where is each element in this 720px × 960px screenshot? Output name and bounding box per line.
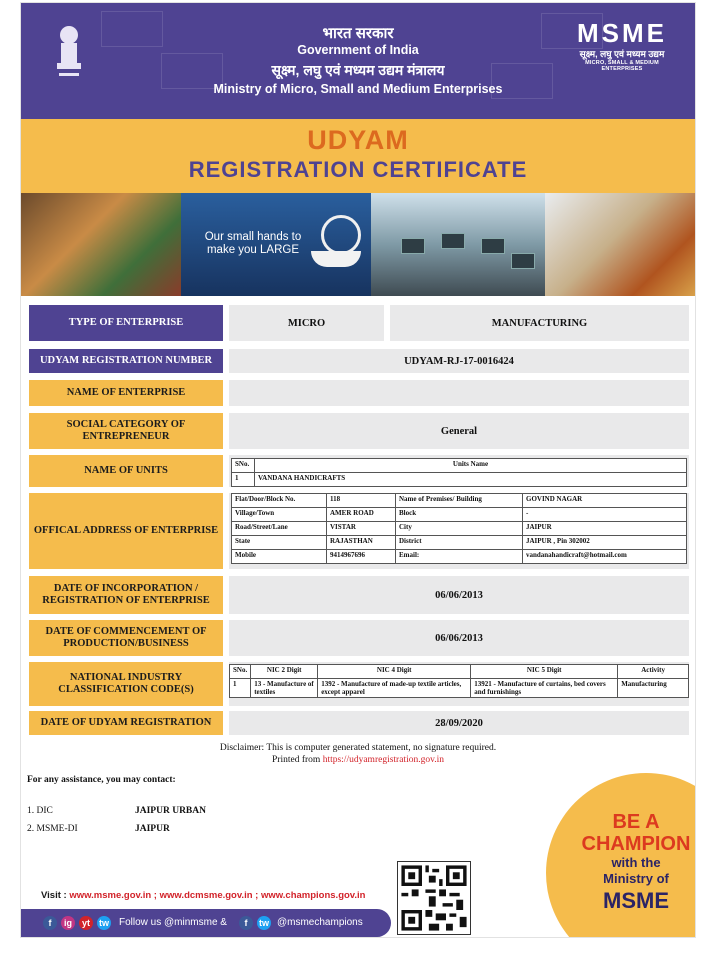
champion-be-a: BE A: [612, 811, 660, 833]
enterprise-activity-value: MANUFACTURING: [390, 305, 689, 341]
contact-heading: For any assistance, you may contact:: [27, 775, 176, 785]
enterprise-size-value: MICRO: [229, 305, 384, 341]
nic-cell-2digit: 13 - Manufacture of textiles: [251, 679, 318, 698]
champion-ministry-of: Ministry of: [603, 871, 669, 886]
commencement-date-label: DATE OF COMMENCEMENT OF PRODUCTION/BUSINESS: [29, 620, 223, 656]
address-value-email: vandanahandicraft@hotmail.com: [523, 550, 687, 564]
msme-logo-text: MSME: [577, 18, 667, 48]
instagram-icon[interactable]: ig: [61, 916, 75, 930]
units-header-name: Units Name: [255, 459, 687, 473]
social-category-value: General: [229, 413, 689, 449]
nic-header-activity: Activity: [618, 665, 689, 679]
udyam-portal-link[interactable]: https://udyamregistration.gov.in: [322, 755, 444, 765]
disclaimer-text: Disclaimer: This is computer generated statement, no signature required.: [219, 743, 497, 753]
title-udyam: UDYAM: [307, 125, 409, 155]
nic-header-4digit: NIC 4 Digit: [318, 665, 471, 679]
address-label-block: Block: [396, 508, 523, 522]
social-footer-bar: [21, 909, 391, 937]
address-value-state: RAJASTHAN: [327, 536, 396, 550]
title-registration-certificate: REGISTRATION CERTIFICATE: [188, 157, 528, 182]
nic-header-2digit: NIC 2 Digit: [251, 665, 318, 679]
official-address-label: OFFICAL ADDRESS OF ENTERPRISE: [29, 493, 223, 569]
address-label-district: District: [396, 536, 523, 550]
address-label-city: City: [396, 522, 523, 536]
contact-value-dic: JAIPUR URBAN: [135, 806, 206, 816]
units-cell-name: VANDANA HANDICRAFTS: [255, 473, 687, 487]
nic-cell-5digit: 13921 - Manufacture of curtains, bed covers and furnishings: [471, 679, 618, 698]
follow-us-text: Follow us @minmsme &: [119, 917, 227, 928]
qr-code-icon: [397, 861, 471, 935]
champion-with-the: with the: [611, 855, 661, 870]
monitor-shape: [481, 238, 505, 254]
office-photo: [371, 193, 545, 296]
visit-links: [41, 890, 365, 901]
website-links[interactable]: www.msme.gov.in ; www.dcmsme.gov.in ; www.champions.gov.in: [69, 890, 366, 901]
nic-table: [229, 664, 689, 698]
address-box: [229, 493, 689, 569]
chakra-icon: [321, 215, 361, 255]
msme-logo-sub: MICRO, SMALL & MEDIUM ENTERPRISES: [585, 60, 659, 72]
type-of-enterprise-label: TYPE OF ENTERPRISE: [29, 305, 223, 341]
monitor-shape: [511, 253, 535, 269]
artisan-photo: [21, 193, 181, 296]
address-label-state: State: [232, 536, 327, 550]
units-table: [231, 458, 687, 487]
table-row: [232, 550, 687, 564]
commencement-date-value: 06/06/2013: [229, 620, 689, 656]
table-row: [232, 494, 687, 508]
nic-header-sno: SNo.: [230, 665, 251, 679]
address-value-mobile: 9414967696: [327, 550, 396, 564]
farmer-photo: [545, 193, 695, 296]
title-band: [21, 119, 695, 193]
registration-number-value: UDYAM-RJ-17-0016424: [229, 349, 689, 373]
table-row: [232, 508, 687, 522]
address-label-village: Village/Town: [232, 508, 327, 522]
hindi-government: भारत सरकार: [322, 25, 394, 42]
printed-from: [21, 755, 695, 765]
msme-logo-hindi: सूक्ष्म, लघु एवं मध्यम उद्यम: [579, 49, 665, 59]
contact-label-dic: 1. DIC: [27, 806, 53, 816]
address-value-flat: 118: [327, 494, 396, 508]
udyam-date-value: 28/09/2020: [229, 711, 689, 735]
certificate-page: [20, 2, 696, 938]
social-category-label: SOCIAL CATEGORY OF ENTREPRENEUR: [29, 413, 223, 449]
hindi-ministry: सूक्ष्म, लघु एवं मध्यम उद्यम मंत्रालय: [271, 62, 445, 78]
address-value-road: VISTAR: [327, 522, 396, 536]
ministry-name: Ministry of Micro, Small and Medium Enterprises: [213, 82, 503, 96]
champion-msme: MSME: [603, 888, 669, 913]
champion-line-1: [561, 811, 696, 855]
address-value-premises: GOVIND NAGAR: [523, 494, 687, 508]
registration-number-label: UDYAM REGISTRATION NUMBER: [29, 349, 223, 373]
name-of-enterprise-value: [229, 380, 689, 406]
champion-line-2: [561, 855, 696, 887]
name-of-units-label: NAME OF UNITS: [29, 455, 223, 487]
twitter-icon[interactable]: tw: [259, 918, 269, 928]
contact-item: [27, 806, 327, 816]
nic-cell-4digit: 1392 - Manufacture of made-up textile articles, except apparel: [318, 679, 471, 698]
banner-image: [21, 193, 695, 296]
address-label-mobile: Mobile: [232, 550, 327, 564]
youtube-icon[interactable]: yt: [79, 916, 93, 930]
nic-box: [229, 662, 689, 706]
banner-tagline: Our small hands to make you LARGE: [204, 231, 302, 256]
incorporation-date-value: 06/06/2013: [229, 576, 689, 614]
address-value-district: JAIPUR , Pin 302002: [523, 536, 687, 550]
msme-logo: [567, 19, 677, 72]
units-box: [229, 455, 689, 487]
table-row: [230, 665, 689, 679]
twitter-icon[interactable]: tw: [99, 918, 109, 928]
government-of-india: Government of India: [297, 43, 419, 57]
udyam-date-label: DATE OF UDYAM REGISTRATION: [29, 711, 223, 735]
name-of-enterprise-label: NAME OF ENTERPRISE: [29, 380, 223, 406]
address-label-road: Road/Street/Lane: [232, 522, 327, 536]
address-value-village: AMER ROAD: [327, 508, 396, 522]
facebook-icon[interactable]: f: [239, 916, 253, 930]
contact-item: [27, 824, 327, 834]
nic-cell-sno: 1: [230, 679, 251, 698]
nic-code-label: NATIONAL INDUSTRY CLASSIFICATION CODE(S): [29, 662, 223, 706]
table-row: [232, 459, 687, 473]
facebook-icon[interactable]: f: [43, 916, 57, 930]
address-table: [231, 493, 687, 564]
contact-value-msme-di: JAIPUR: [135, 824, 170, 834]
visit-label: Visit :: [41, 890, 67, 901]
table-row: [230, 679, 689, 698]
contact-label-msme-di: 2. MSME-DI: [27, 824, 78, 834]
units-header-sno: SNo.: [232, 459, 255, 473]
be-a-champion-badge: [546, 773, 696, 938]
nic-cell-activity: Manufacturing: [618, 679, 689, 698]
monitor-shape: [441, 233, 465, 249]
address-label-email: Email:: [396, 550, 523, 564]
champion-word: CHAMPION: [581, 833, 691, 855]
address-value-city: JAIPUR: [523, 522, 687, 536]
units-cell-sno: 1: [232, 473, 255, 487]
table-row: [232, 536, 687, 550]
incorporation-date-label: DATE OF INCORPORATION / REGISTRATION OF ENTERPRISE: [29, 576, 223, 614]
champions-handle[interactable]: @msmechampions: [277, 917, 363, 928]
address-value-block: -: [523, 508, 687, 522]
address-label-premises: Name of Premises/ Building: [396, 494, 523, 508]
printed-from-label: Printed from: [272, 755, 321, 765]
monitor-shape: [401, 238, 425, 254]
address-label-flat: Flat/Door/Block No.: [232, 494, 327, 508]
government-header: [21, 3, 695, 119]
table-row: [232, 522, 687, 536]
table-row: [232, 473, 687, 487]
nic-header-5digit: NIC 5 Digit: [471, 665, 618, 679]
